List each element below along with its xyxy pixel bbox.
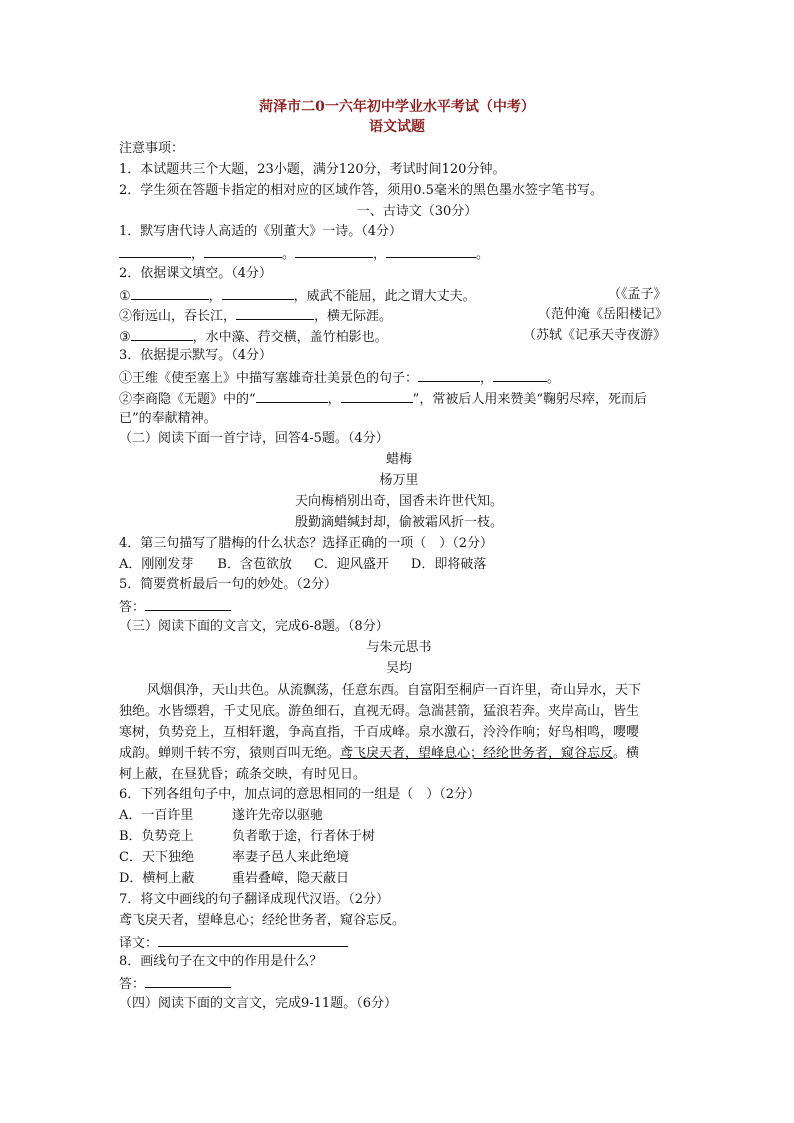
question-4: 4．第三句描写了腊梅的什么状态？选择正确的一项（ ）（2分）: [119, 536, 494, 551]
source-chengtiansi: （苏轼《记承天寺夜游》: [523, 328, 667, 343]
part-3-heading: （三）阅读下面的文言文，完成6-8题。（8分）: [119, 619, 389, 634]
source-yueyang: （范仲淹《岳阳楼记》: [538, 307, 669, 322]
question-2-line-2: ②衔远山，吞长江， ，横无际涯。: [119, 309, 393, 324]
part-4-heading: （四）阅读下面的文言文，完成9-11题。（6分）: [119, 996, 397, 1011]
question-8: 8．画线句子在文中的作用是什么？: [119, 954, 323, 969]
question-6-option-d[interactable]: D．横柯上蔽 重岩叠嶂，隐天蔽日: [119, 871, 350, 886]
question-1: 1．默写唐代诗人高适的《别董大》一诗。（4分）: [119, 224, 403, 239]
answer-blank[interactable]: [145, 599, 231, 611]
option-c[interactable]: C．迎风盛开: [313, 557, 389, 572]
answer-blank[interactable]: [386, 246, 476, 258]
part-2-heading: （二）阅读下面一首宁诗，回答4-5题。（4分）: [119, 431, 389, 446]
question-3-line-2: ②李商隐《无题》中的“ ， ”，常被后人用来赞美“鞠躬尽瘁，死而后: [119, 392, 647, 407]
poem-line: 天向梅梢别出奇，国香未许世代知。: [294, 494, 503, 509]
source-mencius: （《孟子》: [608, 287, 667, 302]
exam-title: 菏泽市二0一六年初中学业水平考试（中考）: [259, 99, 535, 115]
essay-paragraph: 成韵。蝉则千转不穷，猿则百叫无绝。鸢飞戾天者，望峰息心；经纶世务者，窥谷忘反。横: [119, 746, 640, 761]
question-7-sentence: 鸢飞戾天者，望峰息心；经纶世务者，窥谷忘反。: [119, 913, 406, 928]
notes-item: 1．本试题共三个大题，23小题，满分120分，考试时间120分钟。: [119, 162, 506, 177]
question-7: 7．将文中画线的句子翻译成现代汉语。（2分）: [119, 892, 390, 907]
essay-paragraph: 柯上蔽，在昼犹昏；疏条交映，有时见日。: [119, 767, 367, 782]
section-heading: 一、古诗文（30分）: [356, 204, 478, 219]
essay-paragraph: 风烟俱净，天山共色。从流飘荡，任意东西。自富阳至桐庐一百许里，奇山异水，天下: [147, 683, 642, 698]
essay-title: 与朱元思书: [366, 640, 432, 655]
question-4-options: [119, 558, 486, 571]
notes-item: 2．学生须在答题卡指定的相对应的区域作答，须用0.5毫米的黑色墨水签字笔书写。: [119, 183, 603, 198]
question-3: 3．依据提示默写。（4分）: [119, 348, 273, 363]
question-3-line-1: ①王维《使至塞上》中描写塞雄奇壮美景色的句子： ， 。: [119, 371, 561, 386]
question-6-option-c[interactable]: C．天下独绝 率妻子邑人来此绝境: [119, 850, 350, 865]
answer-blank[interactable]: [131, 329, 193, 341]
question-6-option-a[interactable]: A．一百许里 遂许先帝以驱驰: [119, 808, 324, 823]
question-6-option-b[interactable]: B．负势竞上 负者歌于途，行者休于树: [119, 829, 376, 844]
answer-blank[interactable]: [158, 935, 348, 947]
question-2-line-1: ① ， ，威武不能屈，此之谓大丈夫。: [119, 289, 476, 304]
question-2-line-3: ③ ，水中藻、荇交横，盖竹柏影也。: [119, 330, 388, 345]
question-8-answer: 答：: [119, 976, 231, 991]
poem-line: 殷勤滴蜡缄封却，偷被霜风折一枝。: [294, 515, 503, 530]
essay-paragraph: 独绝。水皆缥碧，千丈见底。游鱼细石，直视无碍。急湍甚箭，猛浪若奔。夹岸高山，皆生: [119, 704, 640, 719]
answer-blank[interactable]: [236, 308, 314, 320]
exam-subtitle: 语文试题: [369, 119, 425, 135]
essay-author: 吴均: [385, 661, 412, 676]
question-5-answer: 答：: [119, 599, 231, 614]
answer-blank[interactable]: [131, 288, 209, 300]
answer-blank[interactable]: [145, 976, 231, 988]
answer-blank[interactable]: [119, 246, 191, 258]
underlined-sentence: 鸢飞戾天者，望峰息心；经纶世务者，窥谷忘反: [340, 746, 614, 761]
answer-blank[interactable]: [222, 288, 294, 300]
essay-paragraph: 寒树，负势竞上，互相轩邈，争高直指，千百成峰。泉水激石，泠泠作响；好鸟相鸣，嘤嘤: [119, 725, 640, 740]
question-1-blanks: ， 。 ， 。: [119, 246, 489, 261]
question-3-line-3: 已”的奉献精神。: [119, 411, 217, 426]
answer-blank[interactable]: [204, 246, 282, 258]
answer-blank[interactable]: [493, 370, 547, 382]
option-b[interactable]: B．含苞欲放: [217, 557, 292, 572]
answer-blank[interactable]: [256, 391, 328, 403]
poem-author: 杨万里: [379, 473, 419, 488]
answer-blank[interactable]: [341, 391, 413, 403]
question-6: 6．下列各组句子中，加点词的意思相同的一组是（ ）（2分）: [119, 787, 481, 802]
answer-blank[interactable]: [418, 370, 480, 382]
notes-heading: 注意事项：: [119, 141, 185, 156]
option-d[interactable]: D．即将破落: [410, 557, 487, 572]
poem-title: 蜡梅: [385, 452, 412, 467]
question-2: 2．依据课文填空。（4分）: [119, 266, 273, 281]
option-a[interactable]: A．刚刚发芽: [119, 557, 194, 572]
question-7-answer: 译文：: [119, 935, 348, 950]
answer-blank[interactable]: [295, 246, 373, 258]
question-5: 5．简要赏析最后一句的妙处。（2分）: [119, 577, 338, 592]
